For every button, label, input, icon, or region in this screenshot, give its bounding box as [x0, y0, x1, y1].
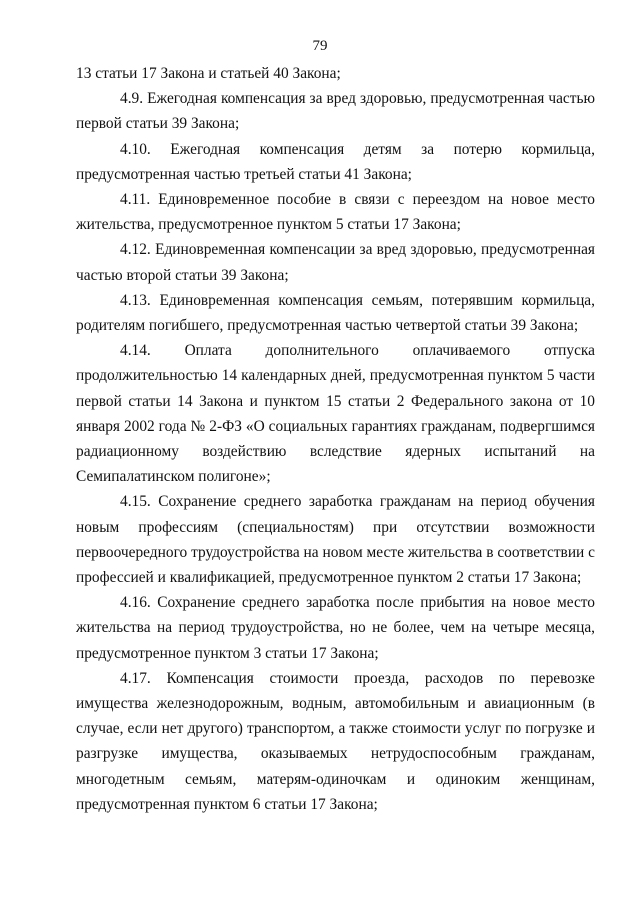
paragraph-4-11: 4.11. Единовременное пособие в связи с переездом на новое место жительства, предусмотренное пунктом 5 статьи 17 Закона;	[76, 191, 595, 234]
paragraph-4-16: 4.16. Сохранение среднего заработка после прибытия на новое место жительства на период трудоустройства, но не более, чем на четыре месяца, предусмотренное пунктом 3 статьи 17 Закона;	[76, 594, 595, 662]
paragraph-continuation: 13 статьи 17 Закона и статьей 40 Закона;	[76, 65, 341, 82]
paragraph-4-14: 4.14. Оплата дополнительного оплачиваемого отпуска продолжительностью 14 календарных дней, предусмотренная пунктом 5 части первой статьи 14 Закона и пунктом 15 статьи 2 Федерального закона от 10 января 2002 года № 2-ФЗ «О социальных гарантиях гражданам, подвергшимся радиационному воздействию вследствие ядерных испытаний на Семипалатинском полигоне»;	[76, 342, 595, 486]
paragraph-4-12: 4.12. Единовременная компенсации за вред здоровью, предусмотренная частью второй статьи 39 Закона;	[76, 241, 595, 284]
paragraph-4-9: 4.9. Ежегодная компенсация за вред здоровью, предусмотренная частью первой статьи 39 Закона;	[76, 90, 595, 133]
paragraph-4-15: 4.15. Сохранение среднего заработка гражданам на период обучения новым профессиям (специальностям) при отсутствии возможности первоочередного трудоустройства на новом месте жительства в соответствии с профессией и квалификацией, предусмотренное пунктом 2 статьи 17 Закона;	[76, 493, 595, 587]
document-body	[76, 61, 595, 817]
paragraph-4-10: 4.10. Ежегодная компенсация детям за потерю кормильца, предусмотренная частью третьей статьи 41 Закона;	[76, 140, 595, 183]
paragraph-4-17: 4.17. Компенсация стоимости проезда, расходов по перевозке имущества железнодорожным, водным, автомобильным и авиационным (в случае, если нет другого) транспортом, а также стоимости услуг по погрузке и разгрузке имущества, оказываемых нетрудоспособным гражданам, многодетным семьям, матерям-одиночкам и одиноким женщинам, предусмотренная пунктом 6 статьи 17 Закона;	[76, 669, 595, 813]
page-number: 79	[312, 38, 328, 54]
paragraph-4-13: 4.13. Единовременная компенсация семьям, потерявшим кормильца, родителям погибшего, предусмотренная частью четвертой статьи 39 Закона;	[76, 291, 595, 335]
